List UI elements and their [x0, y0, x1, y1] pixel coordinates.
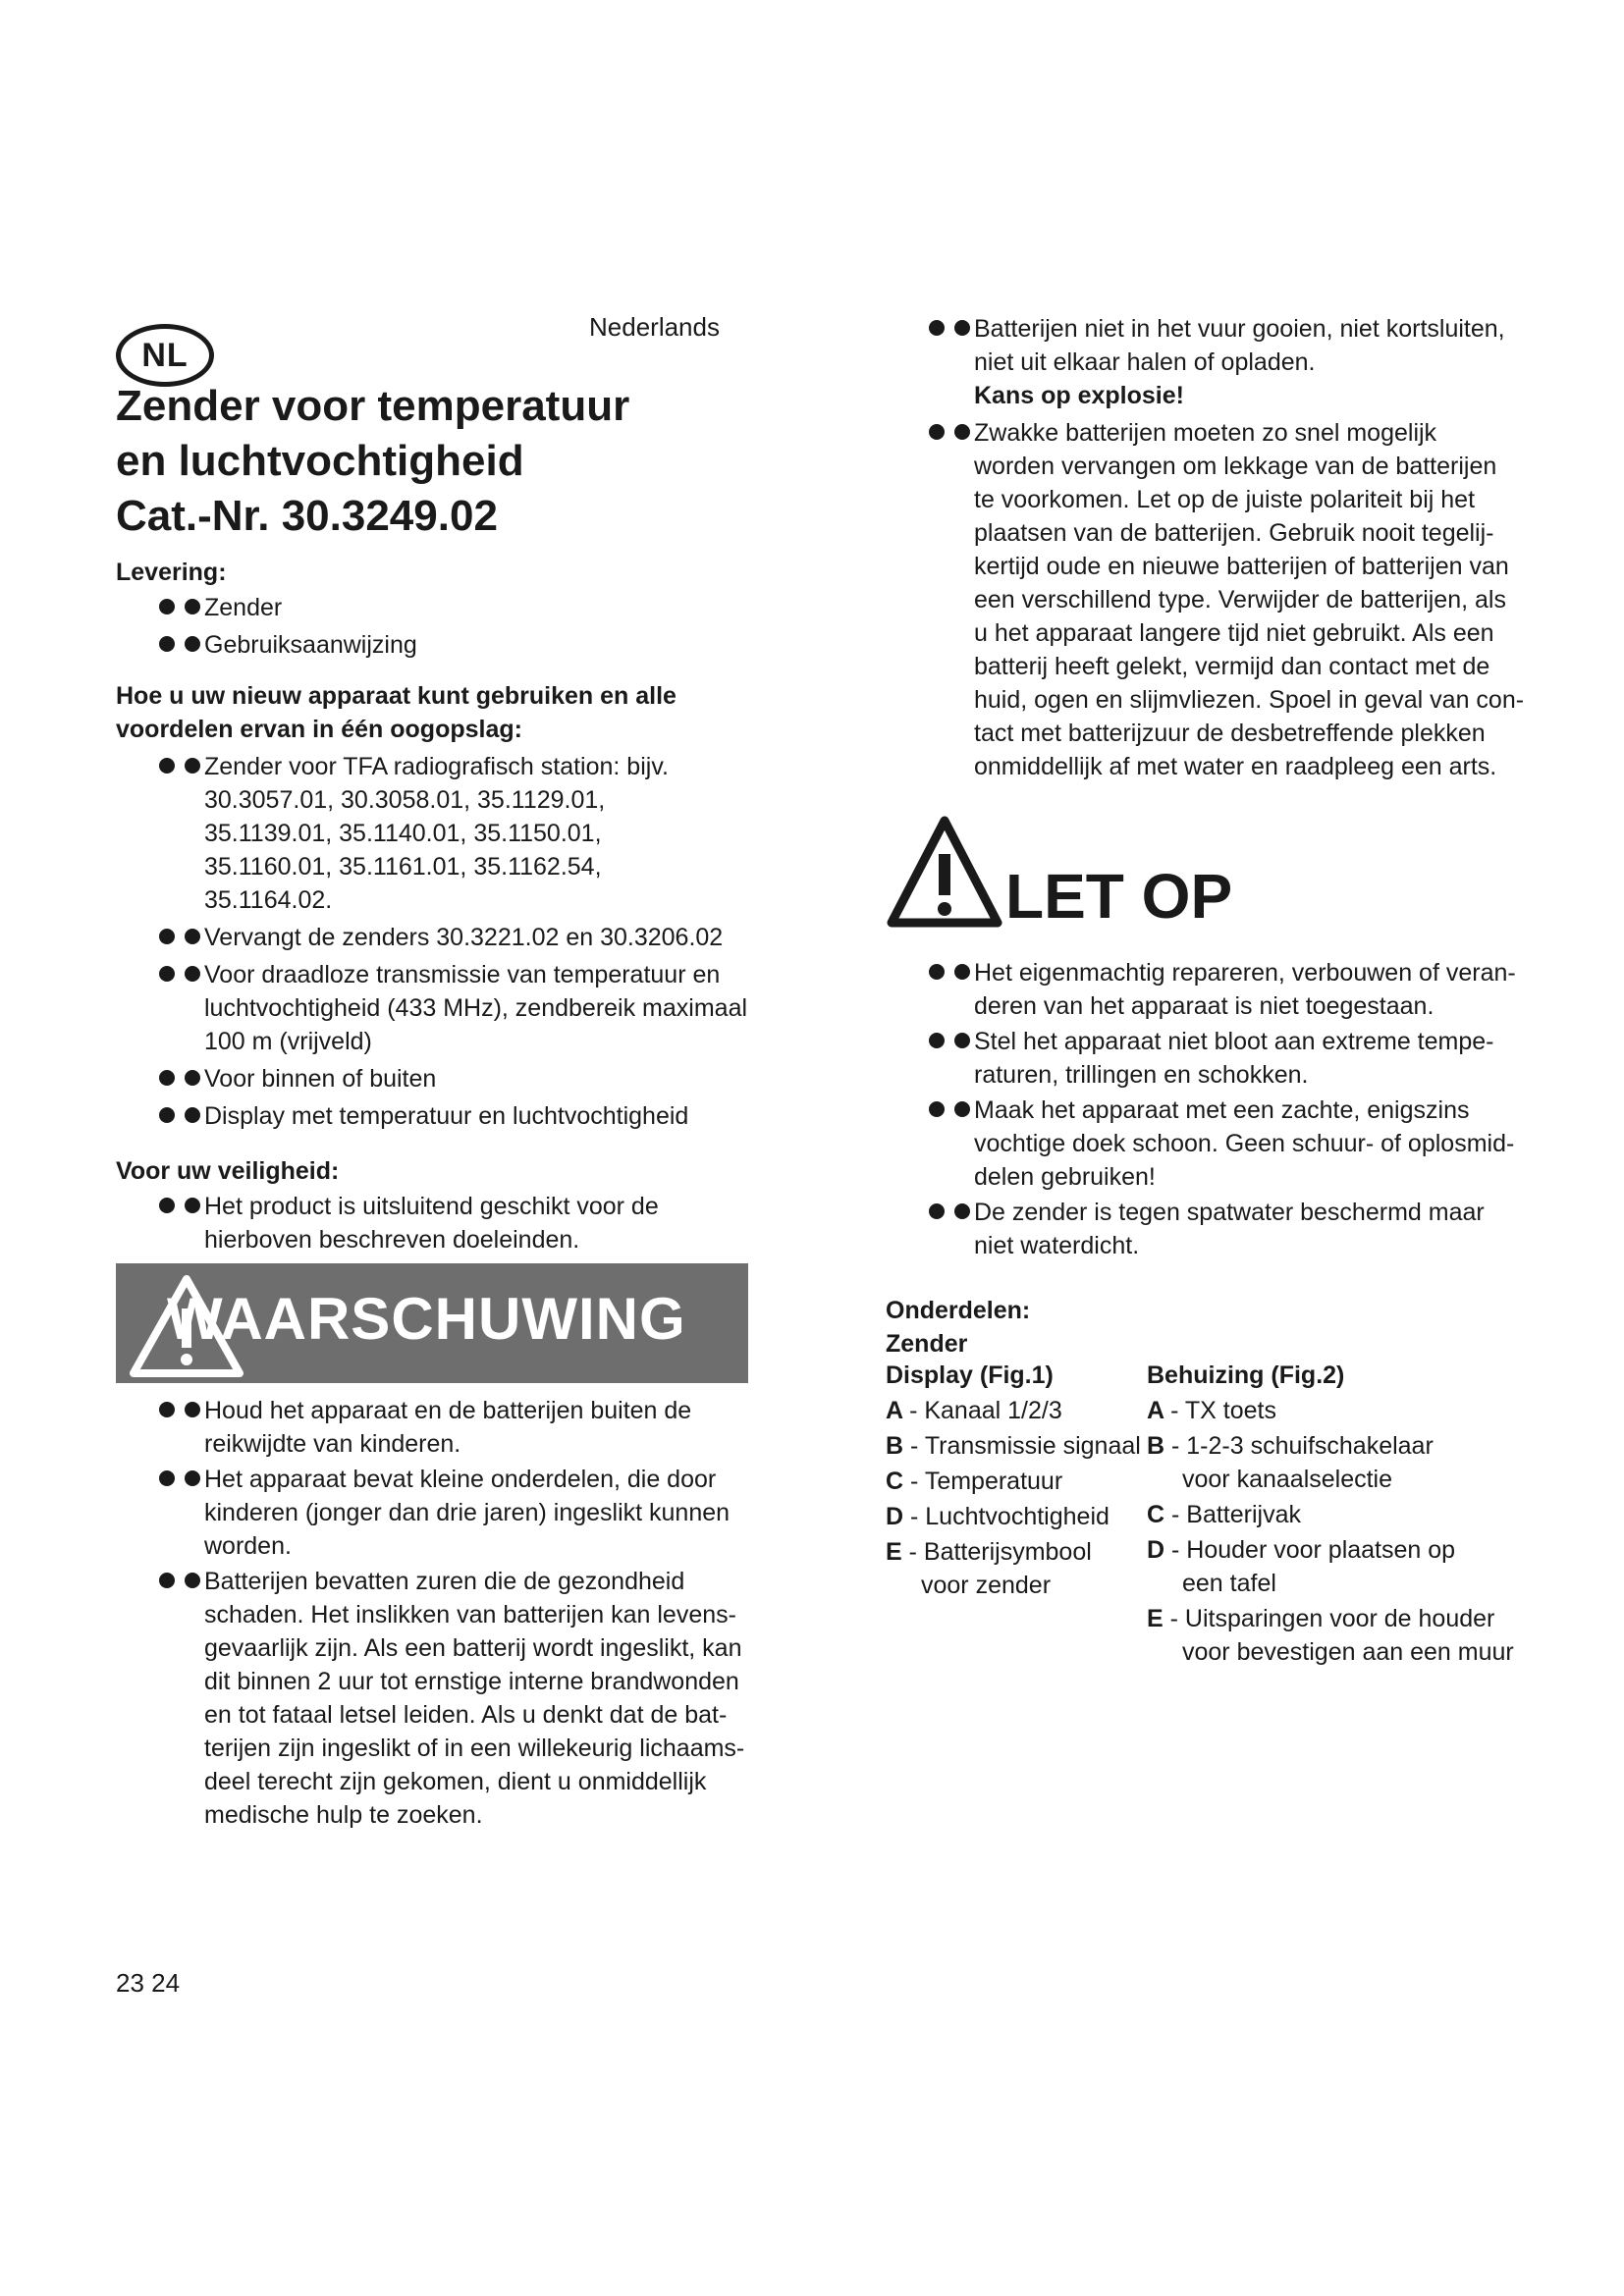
- list-item-text: 30.3057.01, 30.3058.01, 35.1129.01,: [204, 786, 606, 814]
- voordelen-list: [116, 750, 764, 1137]
- page-title: [116, 379, 764, 544]
- part-entry: [1147, 1394, 1559, 1427]
- list-item: [116, 1565, 764, 1832]
- list-item-text: schaden. Het inslikken van batterijen kan levens-: [204, 1601, 736, 1629]
- list-item: [116, 1190, 764, 1256]
- list-item-text: u het apparaat langere tijd niet gebruikt. Als een: [974, 619, 1494, 647]
- title-line: Cat.-Nr. 30.3249.02: [116, 492, 498, 540]
- bullet-icon: [929, 424, 945, 440]
- list-item-text: Zender voor TFA radiografisch station: bijv.: [204, 753, 669, 780]
- list-item: [116, 921, 764, 954]
- battery-list-2: [886, 416, 1553, 787]
- bullet-icon: [159, 1573, 175, 1588]
- bullet-icon: [159, 599, 175, 614]
- list-item-text: luchtvochtigheid (433 MHz), zendbereik maximaal: [204, 994, 748, 1022]
- list-item-text: onmiddellijk af met water en raadpleeg een arts.: [974, 753, 1497, 780]
- list-item-text: deren van het apparaat is niet toegestaan.: [974, 992, 1435, 1020]
- bullet-icon: [954, 424, 970, 440]
- list-item: [886, 1094, 1553, 1194]
- list-item-text: 35.1160.01, 35.1161.01, 35.1162.54,: [204, 853, 602, 881]
- voordelen-heading: Hoe u uw nieuw apparaat kunt gebruiken en alle voordelen ervan in één oogopslag:: [116, 682, 677, 743]
- list-item-text: delen gebruiken!: [974, 1163, 1156, 1191]
- part-key: A: [1147, 1397, 1171, 1424]
- list-item-text: reikwijdte van kinderen.: [204, 1430, 461, 1458]
- list-item-text: 100 m (vrijveld): [204, 1028, 372, 1055]
- caution-list: [886, 956, 1553, 1264]
- display-parts-list: [886, 1394, 1141, 1604]
- bullet-icon: [185, 1573, 200, 1588]
- list-item-text: 35.1164.02.: [204, 886, 333, 914]
- list-item-text: Vervangt de zenders 30.3221.02 en 30.3206.02: [204, 924, 724, 951]
- bullet-icon: [954, 320, 970, 336]
- part-line: een tafel: [1182, 1570, 1276, 1597]
- part-key: E: [1147, 1605, 1170, 1632]
- list-item-text: vochtige doek schoon. Geen schuur- of oplosmid-: [974, 1130, 1515, 1157]
- list-item-text: tact met batterijzuur de desbetreffende plekken: [974, 720, 1486, 747]
- list-item: [886, 416, 1553, 783]
- list-item-text: De zender is tegen spatwater beschermd maar: [974, 1199, 1485, 1226]
- list-item-text: Maak het apparaat met een zachte, enigszins: [974, 1096, 1470, 1124]
- bullet-icon: [185, 599, 200, 614]
- warning-list: [116, 1394, 764, 1834]
- title-line: en luchtvochtigheid: [116, 437, 524, 485]
- bullet-icon: [185, 929, 200, 944]
- part-line: voor kanaalselectie: [1182, 1466, 1393, 1493]
- list-item: [886, 1025, 1553, 1092]
- parts-subheading: Zender: [886, 1330, 968, 1358]
- list-item-text: Het product is uitsluitend geschikt voor de: [204, 1193, 659, 1220]
- list-item-text: worden.: [204, 1532, 292, 1560]
- list-item-text: Houd het apparaat en de batterijen buiten de: [204, 1397, 692, 1424]
- part-entry: [886, 1429, 1141, 1463]
- veiligheid-heading: Voor uw veiligheid:: [116, 1157, 340, 1185]
- bullet-icon: [185, 1470, 200, 1486]
- list-item: [116, 1099, 764, 1133]
- bullet-icon: [159, 1470, 175, 1486]
- list-item-text: dit binnen 2 uur tot ernstige interne brandwonden: [204, 1668, 739, 1695]
- list-item-text: medische hulp te zoeken.: [204, 1801, 483, 1829]
- list-item-text: Zwakke batterijen moeten zo snel mogelijk: [974, 419, 1437, 447]
- part-line: A - TX toets: [1147, 1397, 1276, 1424]
- list-item-text: niet waterdicht.: [974, 1232, 1140, 1259]
- veiligheid-list: [116, 1190, 764, 1260]
- list-item: [116, 958, 764, 1058]
- bullet-icon: [185, 966, 200, 982]
- list-item-text: huid, ogen en slijmvliezen. Spoel in geval van con-: [974, 686, 1525, 714]
- part-line: B - 1-2-3 schuifschakelaar: [1147, 1432, 1434, 1460]
- list-item-text: plaatsen van de batterijen. Gebruik nooit tegelij-: [974, 519, 1494, 547]
- part-entry: [1147, 1429, 1559, 1496]
- battery-list-1: [886, 312, 1553, 416]
- part-entry: [886, 1394, 1141, 1427]
- caution-triangle-icon: [886, 815, 1003, 931]
- part-entry: [886, 1535, 1141, 1602]
- warning-title: WAARSCHUWING: [167, 1286, 686, 1352]
- bullet-icon: [929, 1203, 945, 1219]
- list-item-text: Voor binnen of buiten: [204, 1065, 437, 1093]
- part-key: B: [1147, 1432, 1171, 1460]
- bullet-icon: [929, 320, 945, 336]
- part-key: E: [886, 1538, 909, 1566]
- part-key: C: [1147, 1501, 1171, 1528]
- part-key: D: [886, 1503, 910, 1530]
- bullet-icon: [185, 636, 200, 652]
- display-heading: Display (Fig.1): [886, 1362, 1054, 1389]
- list-item: Zender: [116, 591, 764, 624]
- list-item-text: een verschillend type. Verwijder de batterijen, als: [974, 586, 1506, 614]
- part-entry: [886, 1500, 1141, 1533]
- list-item-text: Stel het apparaat niet bloot aan extreme tempe-: [974, 1028, 1494, 1055]
- list-item: [886, 956, 1553, 1023]
- part-line: voor bevestigen aan een muur: [1182, 1638, 1514, 1666]
- list-item-text: raturen, trillingen en schokken.: [974, 1061, 1309, 1089]
- list-item-text: worden vervangen om lekkage van de batterijen: [974, 453, 1497, 480]
- part-line: D - Luchtvochtigheid: [886, 1503, 1110, 1530]
- list-item: Gebruiksaanwijzing: [116, 628, 764, 662]
- part-entry: [1147, 1498, 1559, 1531]
- bullet-icon: [159, 758, 175, 774]
- list-item-text: Display met temperatuur en luchtvochtigheid: [204, 1102, 689, 1130]
- part-line: E - Batterijsymbool: [886, 1538, 1092, 1566]
- list-item-text: terijen zijn ingeslikt of in een willekeurig lichaams-: [204, 1735, 745, 1762]
- language-badge: [116, 324, 214, 387]
- list-item: Batterijen niet in het vuur gooien, niet kortsluiten, niet uit elkaar halen of opladen. Kans op explosie!: [886, 312, 1553, 412]
- bullet-icon: [185, 1198, 200, 1213]
- list-item-text: Het apparaat bevat kleine onderdelen, die door: [204, 1466, 717, 1493]
- list-item: [116, 1062, 764, 1095]
- part-key: A: [886, 1397, 910, 1424]
- list-item-text: gevaarlijk zijn. Als een batterij wordt ingeslikt, kan: [204, 1634, 742, 1662]
- part-key: B: [886, 1432, 910, 1460]
- levering-list: [116, 591, 764, 666]
- bullet-icon: [185, 1107, 200, 1123]
- list-item-text: kinderen (jonger dan drie jaren) ingeslikt kunnen: [204, 1499, 731, 1526]
- bullet-icon: [929, 1101, 945, 1117]
- part-key: D: [1147, 1536, 1171, 1564]
- levering-heading: Levering:: [116, 559, 227, 586]
- part-key: C: [886, 1468, 910, 1495]
- bullet-icon: [954, 964, 970, 980]
- badge-label: NL: [141, 336, 189, 374]
- list-item-text: Voor draadloze transmissie van temperatuur en: [204, 961, 721, 988]
- list-item: [116, 1463, 764, 1563]
- part-line: C - Batterijvak: [1147, 1501, 1301, 1528]
- parts-heading: Onderdelen:: [886, 1297, 1031, 1324]
- bullet-icon: [929, 964, 945, 980]
- bullet-icon: [954, 1203, 970, 1219]
- bullet-icon: [159, 1402, 175, 1417]
- housing-heading: Behuizing (Fig.2): [1147, 1362, 1345, 1389]
- bullet-icon: [159, 636, 175, 652]
- list-item-text: te voorkomen. Let op de juiste polariteit bij het: [974, 486, 1476, 513]
- bullet-icon: [159, 1107, 175, 1123]
- part-entry: [1147, 1602, 1559, 1669]
- bullet-icon: [159, 929, 175, 944]
- list-item: [886, 1196, 1553, 1262]
- part-line: voor zender: [921, 1572, 1052, 1599]
- title-line: Zender voor temperatuur: [116, 382, 630, 430]
- bullet-icon: [159, 966, 175, 982]
- list-item-text: en tot fataal letsel leiden. Als u denkt dat de bat-: [204, 1701, 728, 1729]
- bullet-icon: [929, 1033, 945, 1048]
- list-item-text: Batterijen bevatten zuren die de gezondheid: [204, 1568, 685, 1595]
- housing-parts-list: [1147, 1394, 1559, 1671]
- part-line: C - Temperatuur: [886, 1468, 1063, 1495]
- part-entry: [1147, 1533, 1559, 1600]
- list-item-text: 35.1139.01, 35.1140.01, 35.1150.01,: [204, 820, 602, 847]
- warning-banner: [116, 1263, 748, 1383]
- page-numbers: 23 24: [116, 1968, 181, 1998]
- list-item: [116, 750, 764, 917]
- list-item: [116, 1394, 764, 1461]
- bullet-icon: [159, 1070, 175, 1086]
- list-item-text: deel terecht zijn gekomen, dient u onmiddellijk: [204, 1768, 707, 1795]
- caution-title: LET OP: [1005, 861, 1233, 932]
- part-line: D - Houder voor plaatsen op: [1147, 1536, 1456, 1564]
- bullet-icon: [159, 1198, 175, 1213]
- list-item-text: Het eigenmachtig repareren, verbouwen of veran-: [974, 959, 1516, 987]
- part-line: B - Transmissie signaal: [886, 1432, 1141, 1460]
- part-line: A - Kanaal 1/2/3: [886, 1397, 1062, 1424]
- bullet-icon: [185, 758, 200, 774]
- explosion-warning: Kans op explosie!: [974, 382, 1184, 409]
- list-item-text: kertijd oude en nieuwe batterijen of batterijen van: [974, 553, 1509, 580]
- language-label: Nederlands: [589, 312, 720, 342]
- bullet-icon: [954, 1101, 970, 1117]
- bullet-icon: [185, 1070, 200, 1086]
- bullet-icon: [185, 1402, 200, 1417]
- list-item-text: hierboven beschreven doeleinden.: [204, 1226, 580, 1254]
- part-line: E - Uitsparingen voor de houder: [1147, 1605, 1495, 1632]
- part-entry: [886, 1465, 1141, 1498]
- bullet-icon: [954, 1033, 970, 1048]
- list-item-text: batterij heeft gelekt, vermijd dan contact met de: [974, 653, 1490, 680]
